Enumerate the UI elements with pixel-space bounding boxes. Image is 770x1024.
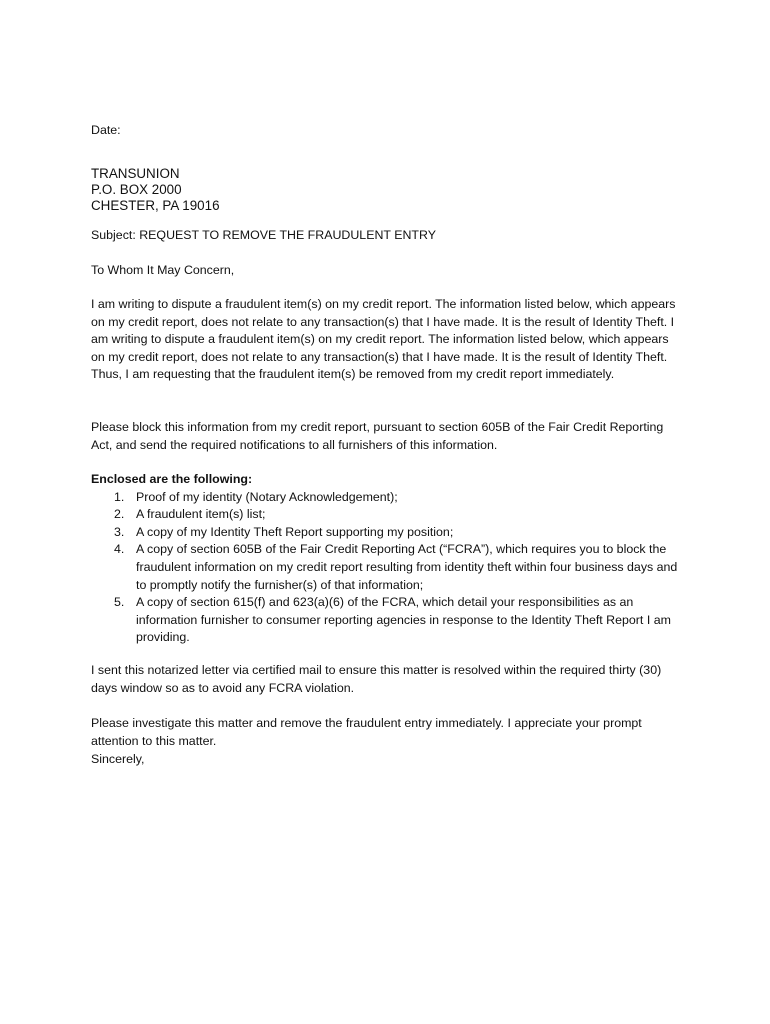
list-item-text: A fraudulent item(s) list; [136,507,266,522]
list-item [114,506,686,524]
list-item [114,541,686,594]
paragraph-block-request: Please block this information from my credit report, pursuant to section 605B of the Fair Credit Reporting Act, and send the required notifications to all furnishers of this information. [91,420,664,452]
recipient-address [91,166,220,215]
date-label: Date: [91,123,121,137]
closing: Sincerely, [91,752,145,766]
subject-line: Subject: REQUEST TO REMOVE THE FRAUDULENT ENTRY [91,228,436,242]
enclosures-section [91,471,691,647]
list-item-text: A copy of my Identity Theft Report supporting my position; [136,524,454,539]
list-item-text: A copy of section 615(f) and 623(a)(6) of the FCRA, which detail your responsibilities as an information furnisher to consumer reporting agencies in response to the Identity Theft Report I am providing. [136,595,671,645]
list-item-number: 5. [114,595,125,610]
recipient-address-line-2: CHESTER, PA 19016 [91,198,220,214]
list-item [114,594,686,647]
list-item-text: A copy of section 605B of the Fair Credit Reporting Act (“FCRA”), which requires you to block the fraudulent information on my credit report resulting from identity theft within four business days and to promptly notify the furnisher(s) of that information; [136,542,678,592]
paragraph-investigate: Please investigate this matter and remove the fraudulent entry immediately. I appreciate your prompt attention to this matter. [91,716,642,748]
list-item-number: 2. [114,507,125,522]
salutation: To Whom It May Concern, [91,263,235,277]
list-item-number: 1. [114,489,125,504]
enclosures-list [91,489,691,647]
recipient-name: TRANSUNION [91,166,180,181]
list-item [114,489,686,507]
recipient-address-line-1: P.O. BOX 2000 [91,182,182,198]
list-item-number: 4. [114,542,125,557]
enclosures-heading: Enclosed are the following: [91,472,253,486]
paragraph-dispute: I am writing to dispute a fraudulent item(s) on my credit report. The information listed below, which appears on my credit report, does not relate to any transaction(s) that I have made. It is the result of Identity Theft. I am writing to dispute a fraudulent item(s) on my credit report. The information listed below, which appears on my credit report, does not relate to any transaction(s) that I have made. It is the result of Identity Theft. Thus, I am requesting that the fraudulent item(s) be removed from my credit report immediately. [91,297,676,382]
paragraph-certified-mail: I sent this notarized letter via certified mail to ensure this matter is resolved within the required thirty (30) days window so as to avoid any FCRA violation. [91,663,662,695]
list-item [114,524,686,542]
list-item-number: 3. [114,524,125,539]
list-item-text: Proof of my identity (Notary Acknowledgement); [136,489,398,504]
